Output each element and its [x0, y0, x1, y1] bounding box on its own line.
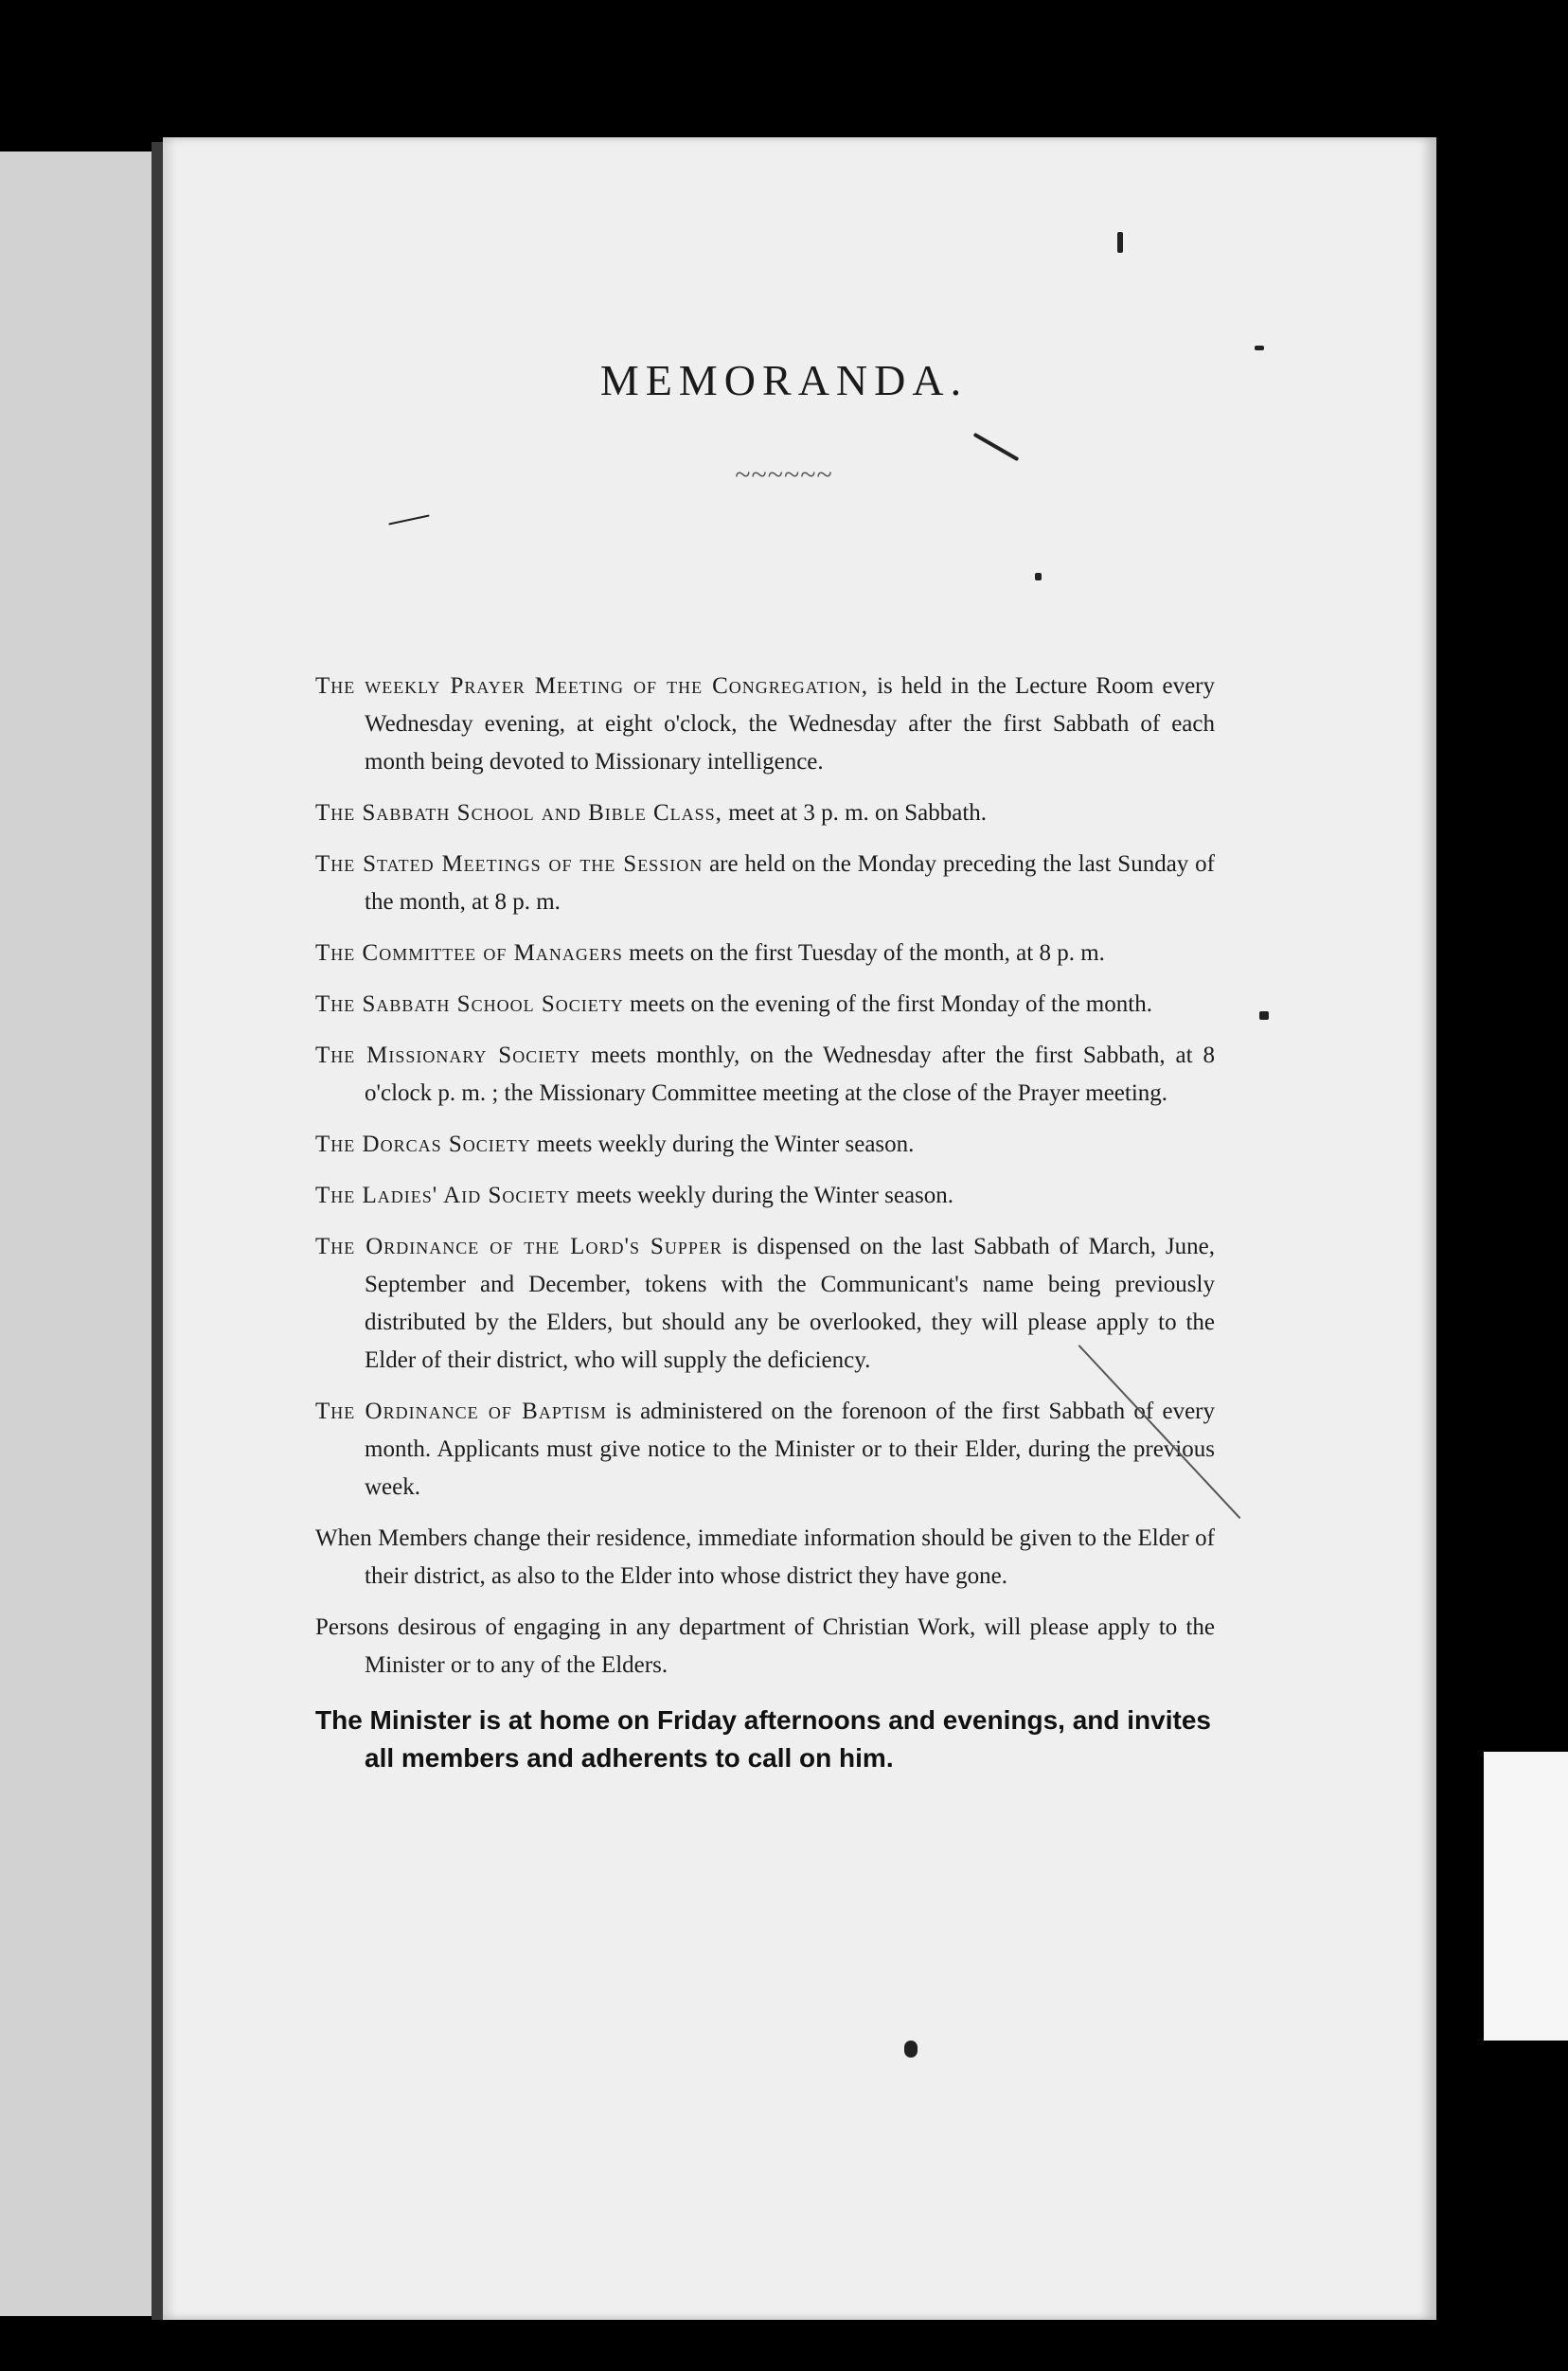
memo-paragraph: [315, 1609, 1215, 1685]
memo-lead: The Sabbath School Society: [315, 991, 624, 1017]
memo-lead: The Stated Meetings of the Session: [315, 851, 704, 877]
closing-note: The Minister is at home on Friday afternoons and evenings, and invites all members and adherents to call on him.: [315, 1705, 1211, 1773]
scan-speck: [904, 2041, 918, 2058]
memo-lead: The Dorcas Society: [315, 1132, 531, 1157]
memo-text: is administered on the forenoon of the first Sabbath of every month. Applicants must give notice to the Minister or to their Elder, during the previous week.: [365, 1399, 1215, 1500]
memo-text: meets weekly during the Winter season.: [570, 1183, 954, 1208]
title-ornament: ~~~~~~: [735, 459, 833, 490]
scan-speck: [1255, 346, 1264, 350]
memo-paragraph: [315, 935, 1215, 972]
memo-paragraph: [315, 1177, 1215, 1215]
scan-speck: [1035, 573, 1042, 580]
memo-text: meets on the first Tuesday of the month, at 8 p. m.: [622, 940, 1105, 966]
memoranda-body: [315, 668, 1215, 1804]
memo-lead: The weekly Prayer Meeting of the Congregation,: [315, 673, 869, 699]
memo-text: is dispensed on the last Sabbath of March, June, September and December, tokens with the Communicant's name being previously distributed by the Elders, but should any be overlooked, they will please apply to the Elder of their district, who will supply the deficiency.: [365, 1234, 1216, 1373]
memo-text: is held in the Lecture Room every Wednesday evening, at eight o'clock, the Wednesday after the first Sabbath of each month being devoted to Missionary intelligence.: [365, 673, 1215, 775]
page-title: MEMORANDA.: [599, 356, 969, 404]
page-edge-strip: [1484, 1752, 1568, 2041]
memo-text: meet at 3 p. m. on Sabbath.: [722, 800, 988, 826]
memo-lead: The Committee of Managers: [315, 940, 623, 966]
memo-paragraph: [315, 1037, 1215, 1113]
memo-text: meets on the evening of the first Monday of the month.: [623, 991, 1152, 1017]
memo-text: meets weekly during the Winter season.: [530, 1132, 915, 1157]
memo-paragraph: [315, 986, 1215, 1024]
memo-paragraph: [315, 794, 1215, 832]
memo-paragraph: [315, 846, 1215, 921]
memo-lead: The Sabbath School and Bible Class,: [315, 800, 722, 826]
memo-lead: The Ordinance of Baptism: [315, 1399, 607, 1424]
memo-lead: The Ordinance of the Lord's Supper: [315, 1234, 722, 1259]
memo-paragraph: [315, 668, 1215, 781]
memo-paragraph: [315, 1126, 1215, 1164]
memo-paragraph: [315, 1228, 1215, 1380]
memo-paragraph: [315, 1520, 1215, 1596]
scan-speck: [1259, 1011, 1269, 1020]
scan-speck: [1117, 232, 1123, 253]
memo-lead: The Ladies' Aid Society: [315, 1183, 571, 1208]
memo-text: Persons desirous of engaging in any department of Christian Work, will please apply to the Minister or to any of the Elders.: [315, 1614, 1215, 1678]
memo-text: When Members change their residence, immediate information should be given to the Elder of their district, as also to the Elder into whose district they have gone.: [315, 1525, 1215, 1589]
memo-text: meets monthly, on the Wednesday after the first Sabbath, at 8 o'clock p. m. ; the Missionary Committee meeting at the close of the Prayer meeting.: [365, 1043, 1215, 1106]
memo-text: are held on the Monday preceding the last Sunday of the month, at 8 p. m.: [365, 851, 1215, 915]
memo-lead: The Missionary Society: [315, 1043, 581, 1068]
memo-paragraph: [315, 1393, 1215, 1506]
